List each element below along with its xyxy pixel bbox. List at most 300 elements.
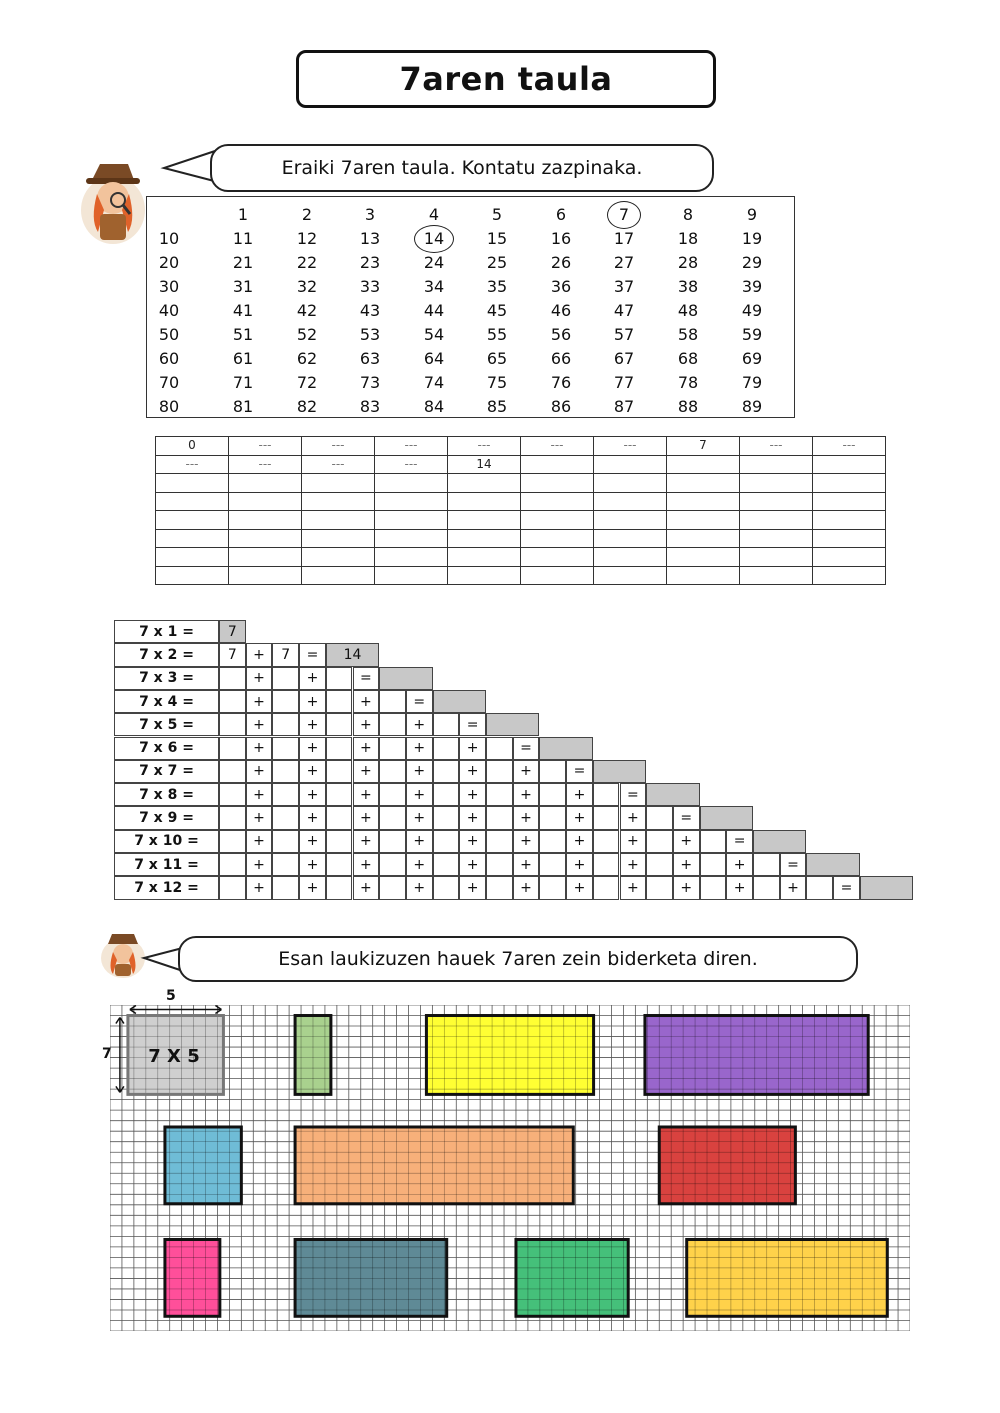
hundred-cell: 23 — [359, 253, 381, 272]
multiples-cell: 14 — [448, 455, 521, 474]
hundred-cell: 61 — [232, 349, 254, 368]
rectangle-gold — [687, 1240, 888, 1317]
multiples-cell[interactable] — [813, 566, 886, 585]
multiples-cell[interactable] — [521, 511, 594, 530]
operator-cell: + — [246, 876, 273, 899]
hundred-cell: 18 — [677, 229, 699, 248]
operator-cell: + — [620, 830, 647, 853]
term-cell[interactable] — [539, 783, 566, 806]
multiples-cell: --- — [375, 437, 448, 456]
multiples-cell[interactable] — [521, 529, 594, 548]
term-cell[interactable] — [433, 830, 460, 853]
operator-cell: + — [620, 876, 647, 899]
term-cell[interactable] — [433, 713, 460, 736]
term-cell[interactable] — [379, 876, 406, 899]
term-cell[interactable] — [379, 690, 406, 713]
hundred-cell: 68 — [677, 349, 699, 368]
term-cell[interactable] — [700, 853, 727, 876]
hundred-cell: 44 — [423, 301, 445, 320]
multiples-cell[interactable] — [813, 548, 886, 567]
operator-cell: + — [353, 760, 380, 783]
term-cell[interactable] — [379, 830, 406, 853]
operator-cell: + — [780, 876, 807, 899]
multiples-cell[interactable] — [813, 492, 886, 511]
multiples-cell[interactable] — [448, 548, 521, 567]
multiples-cell[interactable] — [813, 529, 886, 548]
hundred-cell: 69 — [741, 349, 763, 368]
operator-cell: + — [673, 830, 700, 853]
term-cell[interactable] — [539, 876, 566, 899]
term-cell[interactable] — [593, 806, 620, 829]
operator-cell: + — [673, 876, 700, 899]
term-cell[interactable]: 7 — [219, 643, 246, 666]
multiples-cell[interactable] — [156, 566, 229, 585]
multiplication-label: 7 x 2 = — [114, 643, 219, 666]
rectangle-purple — [645, 1016, 868, 1095]
term-cell[interactable] — [326, 690, 353, 713]
hundred-cell: 39 — [741, 277, 763, 296]
hundred-cell: 87 — [613, 397, 635, 416]
multiplication-label: 7 x 5 = — [114, 713, 219, 736]
hundred-cell: 29 — [741, 253, 763, 272]
multiples-cell[interactable] — [156, 511, 229, 530]
operator-cell: + — [353, 783, 380, 806]
hundred-cell: 77 — [613, 373, 635, 392]
hundred-cell: 42 — [296, 301, 318, 320]
term-cell[interactable] — [219, 690, 246, 713]
hundred-cell: 25 — [486, 253, 508, 272]
term-cell[interactable] — [219, 876, 246, 899]
term-cell[interactable] — [272, 830, 299, 853]
multiples-cell[interactable] — [229, 511, 302, 530]
operator-cell: = — [673, 806, 700, 829]
term-cell[interactable] — [326, 806, 353, 829]
term-cell[interactable] — [379, 806, 406, 829]
hundred-cell: 8 — [682, 205, 694, 224]
instruction-text-2: Esan laukizuzen hauek 7aren zein biderketa diren. — [278, 948, 758, 970]
multiples-row — [156, 529, 886, 548]
multiples-cell[interactable] — [302, 566, 375, 585]
operator-cell: = — [406, 690, 433, 713]
term-cell[interactable] — [486, 830, 513, 853]
operator-cell: + — [246, 830, 273, 853]
operator-cell: = — [353, 667, 380, 690]
multiples-row — [156, 492, 886, 511]
result-cell[interactable] — [753, 830, 806, 853]
term-cell[interactable] — [539, 760, 566, 783]
hundred-cell: 50 — [158, 325, 180, 344]
term-cell[interactable] — [219, 853, 246, 876]
result-cell[interactable] — [806, 853, 859, 876]
term-cell[interactable] — [272, 690, 299, 713]
multiples-cell[interactable] — [740, 511, 813, 530]
term-cell[interactable] — [433, 806, 460, 829]
term-cell[interactable] — [433, 853, 460, 876]
multiples-cell: --- — [156, 455, 229, 474]
result-cell[interactable] — [593, 760, 646, 783]
operator-cell: + — [299, 830, 326, 853]
operator-cell: + — [459, 737, 486, 760]
operator-cell: + — [246, 783, 273, 806]
hundred-cell: 31 — [232, 277, 254, 296]
term-cell[interactable] — [433, 760, 460, 783]
operator-cell: + — [566, 783, 593, 806]
operator-cell: + — [513, 853, 540, 876]
term-cell[interactable] — [326, 783, 353, 806]
operator-cell: + — [406, 806, 433, 829]
multiples-cell[interactable] — [813, 455, 886, 474]
operator-cell: + — [406, 853, 433, 876]
example-product-label: 7 X 5 — [148, 1046, 200, 1067]
detective-girl-icon — [78, 150, 148, 245]
hundred-cell: 46 — [550, 301, 572, 320]
hundred-cell: 58 — [677, 325, 699, 344]
example-width-label: 5 — [166, 988, 176, 1004]
multiples-cell[interactable] — [740, 474, 813, 493]
multiples-cell[interactable] — [375, 529, 448, 548]
hundred-cell: 35 — [486, 277, 508, 296]
operator-cell: + — [353, 690, 380, 713]
result-cell[interactable] — [646, 783, 699, 806]
term-cell[interactable]: 7 — [272, 643, 299, 666]
multiples-cell[interactable] — [229, 529, 302, 548]
term-cell[interactable] — [539, 830, 566, 853]
hundred-cell: 27 — [613, 253, 635, 272]
hundred-cell: 60 — [158, 349, 180, 368]
multiples-cell[interactable] — [302, 529, 375, 548]
hundred-cell: 54 — [423, 325, 445, 344]
term-cell[interactable] — [326, 760, 353, 783]
term-cell[interactable] — [806, 876, 833, 899]
operator-cell: = — [513, 737, 540, 760]
multiples-cell[interactable] — [667, 455, 740, 474]
circled-number-mark — [414, 225, 454, 253]
hundred-cell: 81 — [232, 397, 254, 416]
term-cell[interactable] — [272, 853, 299, 876]
hundred-cell: 70 — [158, 373, 180, 392]
hundred-cell: 72 — [296, 373, 318, 392]
grid-paper — [110, 1005, 910, 1331]
multiplication-label: 7 x 3 = — [114, 667, 219, 690]
multiples-cell[interactable] — [521, 455, 594, 474]
term-cell[interactable] — [326, 853, 353, 876]
hundred-cell: 9 — [746, 205, 758, 224]
term-cell[interactable] — [433, 737, 460, 760]
operator-cell: + — [299, 853, 326, 876]
operator-cell: + — [459, 830, 486, 853]
rectangle-green-narrow — [295, 1016, 331, 1095]
term-cell[interactable] — [272, 760, 299, 783]
rectangle-red — [659, 1127, 795, 1204]
rectangle-green — [516, 1240, 628, 1317]
hundred-cell: 48 — [677, 301, 699, 320]
result-cell[interactable] — [486, 713, 539, 736]
operator-cell: + — [513, 876, 540, 899]
term-cell[interactable] — [326, 830, 353, 853]
operator-cell: = — [620, 783, 647, 806]
operator-cell: = — [299, 643, 326, 666]
operator-cell: + — [566, 876, 593, 899]
hundred-cell: 15 — [486, 229, 508, 248]
multiples-cell[interactable] — [448, 529, 521, 548]
hundred-cell: 53 — [359, 325, 381, 344]
result-cell[interactable] — [860, 876, 913, 899]
multiples-cell[interactable] — [229, 548, 302, 567]
multiplication-label: 7 x 12 = — [114, 876, 219, 899]
operator-cell: + — [513, 830, 540, 853]
operator-cell: + — [299, 690, 326, 713]
hundred-cell: 1 — [237, 205, 249, 224]
operator-cell: + — [459, 783, 486, 806]
multiples-cell[interactable] — [302, 474, 375, 493]
operator-cell: + — [726, 853, 753, 876]
multiples-cell[interactable] — [229, 474, 302, 493]
multiples-cell[interactable] — [740, 566, 813, 585]
term-cell[interactable] — [379, 760, 406, 783]
hundred-cell: 17 — [613, 229, 635, 248]
term-cell[interactable] — [272, 876, 299, 899]
hundred-cell: 5 — [491, 205, 503, 224]
instruction-bubble-1 — [210, 144, 714, 192]
rectangle-yellow — [426, 1016, 593, 1095]
multiples-cell: --- — [375, 455, 448, 474]
term-cell[interactable] — [379, 853, 406, 876]
hundred-cell: 21 — [232, 253, 254, 272]
hundred-cell: 40 — [158, 301, 180, 320]
result-cell[interactable] — [433, 690, 486, 713]
multiples-cell[interactable] — [448, 566, 521, 585]
example-height-label: 7 — [102, 1046, 112, 1062]
term-cell[interactable] — [326, 876, 353, 899]
term-cell[interactable] — [272, 806, 299, 829]
multiples-cell[interactable] — [521, 492, 594, 511]
operator-cell: + — [299, 737, 326, 760]
operator-cell: + — [406, 737, 433, 760]
term-cell[interactable] — [433, 783, 460, 806]
multiples-row — [156, 474, 886, 493]
operator-cell: + — [246, 667, 273, 690]
multiples-cell[interactable] — [667, 548, 740, 567]
term-cell[interactable] — [486, 876, 513, 899]
term-cell[interactable] — [539, 806, 566, 829]
result-cell[interactable] — [700, 806, 753, 829]
term-cell[interactable] — [272, 667, 299, 690]
multiples-row — [156, 455, 886, 474]
hundred-cell: 75 — [486, 373, 508, 392]
multiples-cell[interactable] — [448, 492, 521, 511]
operator-cell: + — [246, 853, 273, 876]
term-cell[interactable] — [486, 806, 513, 829]
multiples-cell[interactable] — [594, 548, 667, 567]
multiples-cell[interactable] — [156, 548, 229, 567]
hundred-cell: 76 — [550, 373, 572, 392]
hundred-cell: 36 — [550, 277, 572, 296]
multiples-cell[interactable] — [594, 529, 667, 548]
multiples-cell[interactable] — [302, 548, 375, 567]
hundred-cell: 28 — [677, 253, 699, 272]
hundred-cell: 59 — [741, 325, 763, 344]
term-cell[interactable] — [593, 853, 620, 876]
term-cell[interactable] — [379, 737, 406, 760]
multiples-cell[interactable] — [740, 455, 813, 474]
term-cell[interactable] — [379, 783, 406, 806]
term-cell[interactable] — [486, 760, 513, 783]
multiples-cell[interactable] — [156, 474, 229, 493]
term-cell[interactable] — [646, 853, 673, 876]
result-cell: 7 — [219, 620, 246, 643]
term-cell[interactable] — [272, 783, 299, 806]
term-cell[interactable] — [219, 667, 246, 690]
circled-number-mark — [607, 201, 641, 229]
multiples-cell[interactable] — [740, 529, 813, 548]
hundred-cell: 32 — [296, 277, 318, 296]
multiples-cell[interactable] — [302, 511, 375, 530]
term-cell[interactable] — [753, 876, 780, 899]
multiples-cell[interactable] — [229, 566, 302, 585]
multiples-cell: --- — [302, 437, 375, 456]
multiples-cell[interactable] — [521, 548, 594, 567]
hundred-cell: 7 — [618, 205, 630, 224]
term-cell[interactable] — [646, 876, 673, 899]
operator-cell: + — [246, 713, 273, 736]
operator-cell: + — [726, 876, 753, 899]
term-cell[interactable] — [593, 783, 620, 806]
term-cell[interactable] — [272, 713, 299, 736]
hundred-cell: 11 — [232, 229, 254, 248]
multiples-cell[interactable] — [375, 492, 448, 511]
hundred-cell: 63 — [359, 349, 381, 368]
hundred-cell: 37 — [613, 277, 635, 296]
term-cell[interactable] — [433, 876, 460, 899]
multiples-cell[interactable] — [594, 511, 667, 530]
multiples-cell: --- — [521, 437, 594, 456]
operator-cell: + — [353, 853, 380, 876]
hundred-cell: 34 — [423, 277, 445, 296]
hundred-cell: 88 — [677, 397, 699, 416]
multiples-cell[interactable] — [448, 511, 521, 530]
term-cell[interactable] — [539, 853, 566, 876]
multiples-cell[interactable] — [667, 474, 740, 493]
multiples-cell[interactable] — [156, 492, 229, 511]
term-cell[interactable] — [486, 853, 513, 876]
multiples-cell[interactable] — [375, 511, 448, 530]
term-cell[interactable] — [219, 806, 246, 829]
term-cell[interactable] — [219, 760, 246, 783]
operator-cell: + — [353, 737, 380, 760]
multiples-cell[interactable] — [375, 566, 448, 585]
hundred-cell: 86 — [550, 397, 572, 416]
term-cell[interactable] — [219, 830, 246, 853]
operator-cell: + — [353, 876, 380, 899]
multiples-cell[interactable] — [448, 474, 521, 493]
multiples-cell: --- — [594, 437, 667, 456]
term-cell[interactable] — [700, 876, 727, 899]
multiples-cell[interactable] — [594, 455, 667, 474]
term-cell[interactable] — [326, 667, 353, 690]
multiples-row — [156, 548, 886, 567]
hundred-cell: 3 — [364, 205, 376, 224]
hundred-cell: 56 — [550, 325, 572, 344]
multiplication-label: 7 x 1 = — [114, 620, 219, 643]
result-cell[interactable] — [539, 737, 592, 760]
operator-cell: = — [726, 830, 753, 853]
term-cell[interactable] — [486, 783, 513, 806]
operator-cell: + — [246, 643, 273, 666]
term-cell[interactable] — [379, 713, 406, 736]
operator-cell: + — [299, 713, 326, 736]
operator-cell: + — [246, 737, 273, 760]
operator-cell: + — [246, 806, 273, 829]
hundred-cell: 66 — [550, 349, 572, 368]
operator-cell: = — [566, 760, 593, 783]
multiples-cell[interactable] — [594, 566, 667, 585]
hundred-cell: 45 — [486, 301, 508, 320]
multiples-cell[interactable] — [813, 511, 886, 530]
term-cell[interactable] — [219, 713, 246, 736]
term-cell[interactable] — [646, 806, 673, 829]
multiples-cell[interactable] — [667, 511, 740, 530]
result-cell[interactable] — [379, 667, 432, 690]
term-cell[interactable] — [593, 876, 620, 899]
multiples-cell: --- — [229, 437, 302, 456]
multiples-cell[interactable] — [667, 566, 740, 585]
multiples-row — [156, 566, 886, 585]
multiples-cell[interactable] — [667, 529, 740, 548]
term-cell[interactable] — [272, 737, 299, 760]
term-cell[interactable] — [593, 830, 620, 853]
operator-cell: + — [459, 876, 486, 899]
multiplication-label: 7 x 9 = — [114, 806, 219, 829]
term-cell[interactable] — [486, 737, 513, 760]
hundred-chart — [146, 196, 795, 418]
operator-cell: + — [566, 806, 593, 829]
hundred-cell: 13 — [359, 229, 381, 248]
term-cell[interactable] — [753, 853, 780, 876]
hundred-cell: 83 — [359, 397, 381, 416]
multiples-cell[interactable] — [740, 548, 813, 567]
instruction-bubble-2 — [178, 936, 858, 982]
multiples-row — [156, 437, 886, 456]
multiples-cell[interactable] — [521, 474, 594, 493]
multiples-cell[interactable] — [375, 548, 448, 567]
multiples-cell[interactable] — [813, 474, 886, 493]
multiples-row — [156, 511, 886, 530]
multiples-cell[interactable] — [375, 474, 448, 493]
multiples-cell[interactable] — [667, 492, 740, 511]
term-cell[interactable] — [700, 830, 727, 853]
operator-cell: + — [246, 760, 273, 783]
term-cell[interactable] — [326, 713, 353, 736]
term-cell[interactable] — [219, 783, 246, 806]
hundred-cell: 82 — [296, 397, 318, 416]
result-cell[interactable]: 14 — [326, 643, 379, 666]
multiples-cell[interactable] — [594, 492, 667, 511]
multiples-cell[interactable] — [302, 492, 375, 511]
hundred-cell: 26 — [550, 253, 572, 272]
term-cell[interactable] — [326, 737, 353, 760]
hundred-cell: 55 — [486, 325, 508, 344]
hundred-cell: 43 — [359, 301, 381, 320]
multiples-cell[interactable] — [740, 492, 813, 511]
term-cell[interactable] — [219, 737, 246, 760]
hundred-cell: 51 — [232, 325, 254, 344]
multiples-cell[interactable] — [156, 529, 229, 548]
multiples-cell[interactable] — [229, 492, 302, 511]
multiples-cell[interactable] — [594, 474, 667, 493]
term-cell[interactable] — [646, 830, 673, 853]
multiples-cell[interactable] — [521, 566, 594, 585]
multiplication-label: 7 x 4 = — [114, 690, 219, 713]
